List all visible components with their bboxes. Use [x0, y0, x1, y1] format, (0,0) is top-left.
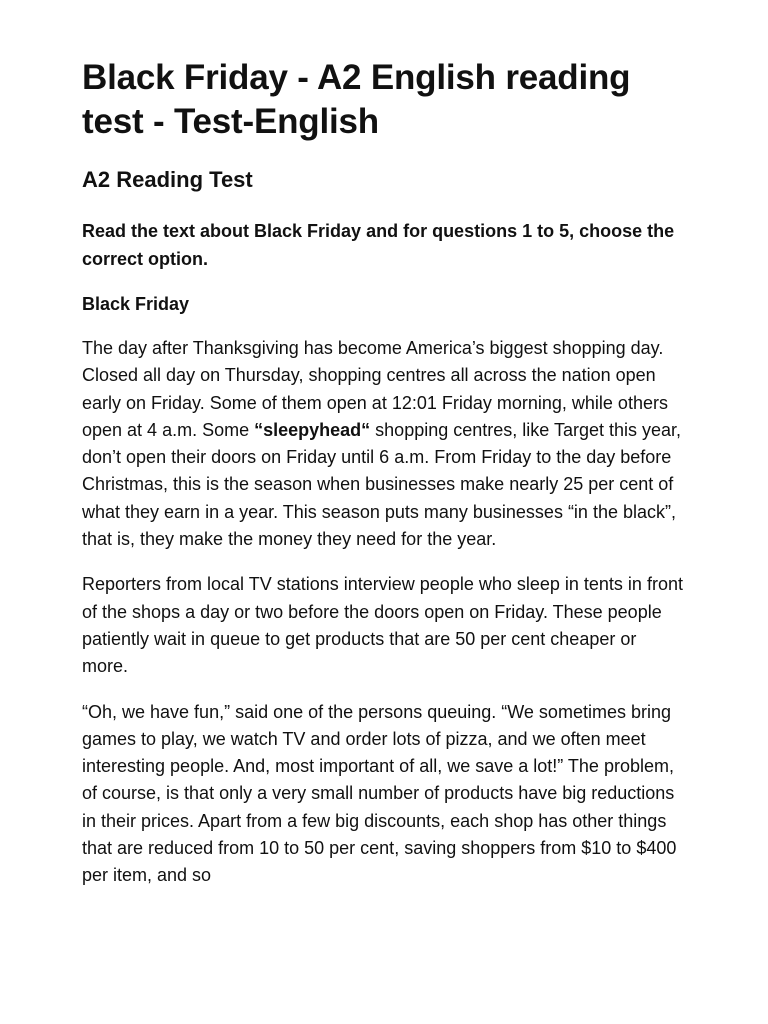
- paragraph-1: [82, 335, 686, 553]
- paragraph-1-start: The day after Thanksgiving has become America’s biggest shopping day. Closed all day on Thursday, shopping centres all across the nation open early on Friday. Some of them open at 12:01 Friday morning, while others open at 4 a.m. Some: [82, 338, 668, 440]
- page-subtitle: A2 Reading Test: [82, 167, 253, 192]
- instructions-text: Read the text about Black Friday and for questions 1 to 5, choose the correct option.: [82, 221, 675, 269]
- paragraph-1-end: shopping centres, like Target this year, don’t open their doors on Friday until 6 a.m. From Friday to the day before Christmas, this is the season when businesses make nearly 25 per cent of what they earn in a year. This season puts many businesses “in the black”, that is, they make the money they need for the year.: [82, 419, 682, 550]
- paragraph-3: “Oh, we have fun,” said one of the persons queuing. “We sometimes bring games to play, we watch TV and order lots of pizza, and we often meet interesting people. And, most important of all, we save a lot!” The problem, of course, is that only a very small number of products have big reductions in their prices. Apart from a few big discounts, each shop has other things that are reduced from 10 to 50 per cent, saving shoppers from $10 to $400 per item, and so: [82, 701, 677, 886]
- paragraph-2: Reporters from local TV stations interview people who sleep in tents in front of the shops a day or two before the doors open on Friday. These people patiently wait in queue to get products that are 50 per cent cheaper or more.: [82, 574, 683, 677]
- paragraph-1-bold: “sleepyhead“: [254, 419, 371, 440]
- reading-text-title: Black Friday: [82, 294, 190, 314]
- page-title: Black Friday - A2 English reading test - Test-English: [82, 58, 631, 141]
